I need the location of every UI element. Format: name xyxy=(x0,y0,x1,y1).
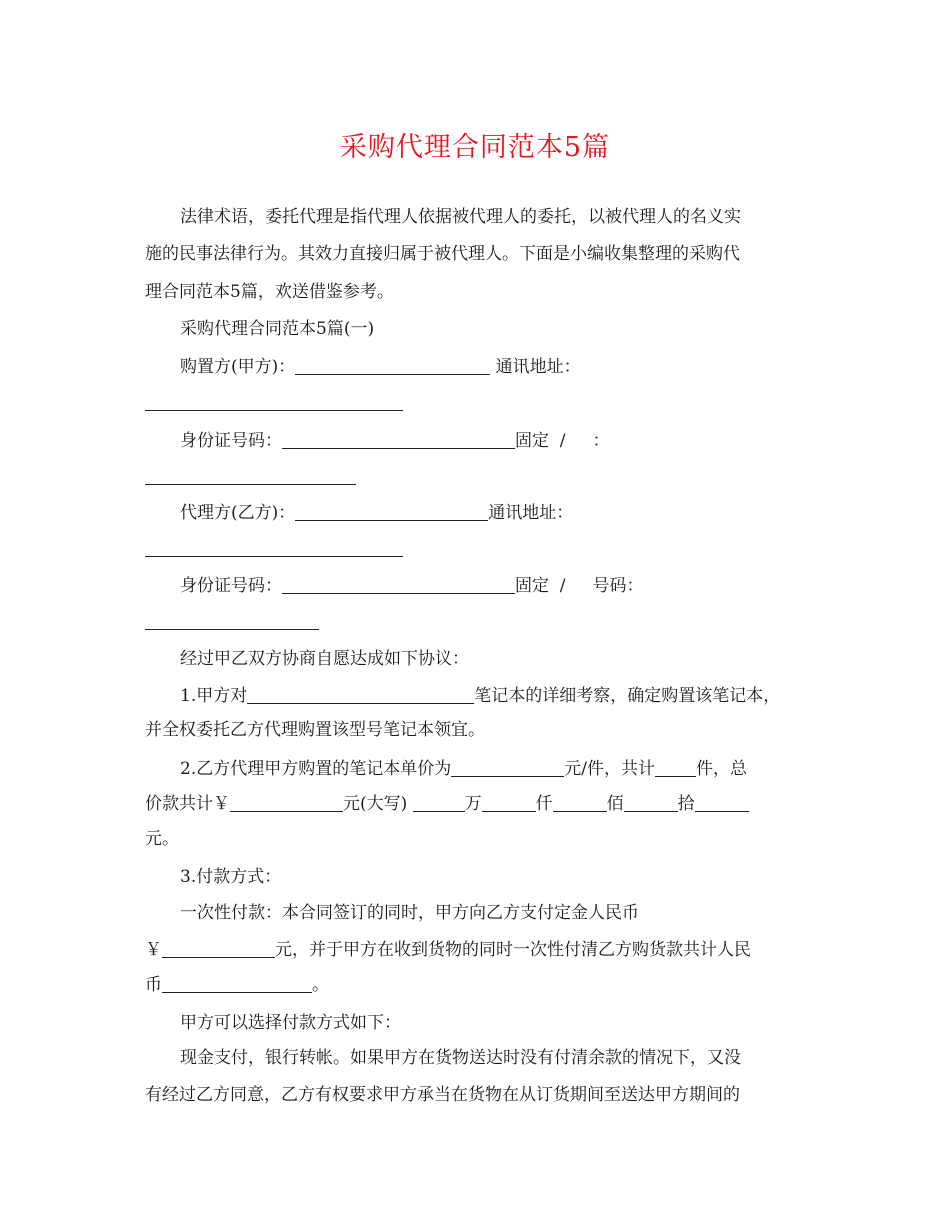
clause-3-text-e: 。 xyxy=(312,975,329,995)
clause-3-text-b: ￥ xyxy=(145,940,162,960)
payment-methods-heading: 甲方可以选择付款方式如下： xyxy=(180,1013,401,1033)
payment-methods-line-1: 现金支付，银行转帐。如果甲方在货物送达时没有付清余款的情况下，又没 xyxy=(180,1048,741,1068)
clause-1-text-a: 1.甲方对 xyxy=(180,686,248,706)
clause-2-text-i: 拾 xyxy=(677,794,695,814)
clause-2-text-d: 价款共计￥ xyxy=(145,794,230,814)
clause-2-line-1 xyxy=(180,756,805,782)
clause-2-text-f: 万 xyxy=(464,794,482,814)
wan-blank xyxy=(413,793,465,812)
document-title: 采购代理合同范本5篇 xyxy=(339,132,611,163)
yuan-blank xyxy=(695,793,749,812)
shi-blank xyxy=(624,793,678,812)
agent-address-label: 通讯地址： xyxy=(488,503,574,523)
buyer-address-label: 通讯地址： xyxy=(490,357,581,377)
quantity-blank xyxy=(655,758,696,777)
clause-3-line-2 xyxy=(145,937,805,963)
buyer-phone-blank xyxy=(145,484,356,485)
clause-1-line-2: 并全权委托乙方代理购置该型号笔记本领宜。 xyxy=(145,720,485,740)
clause-3-text-d: 币 xyxy=(145,975,162,995)
clause-2-text-b: 元/件，共计 xyxy=(564,759,655,779)
buyer-id-label: 身份证号码： xyxy=(180,431,282,451)
agent-id-blank xyxy=(282,575,515,594)
buyer-name-blank xyxy=(295,356,490,375)
agent-address-blank xyxy=(145,556,403,557)
clause-3-line-1: 一次性付款：本合同签订的同时，甲方向乙方支付定金人民币 xyxy=(180,903,639,923)
clause-3-line-3 xyxy=(145,972,805,998)
intro-line-3: 理合同范本5篇，欢送借鉴参考。 xyxy=(145,282,394,302)
buyer-line xyxy=(180,354,805,380)
clause-1-line-1 xyxy=(180,683,805,709)
agent-name-blank xyxy=(295,502,488,521)
clause-2-text-e: 元(大写) xyxy=(343,794,413,814)
clause-1-text-b: 笔记本的详细考察，确定购置该笔记本， xyxy=(474,686,781,706)
clause-2-line-3: 元。 xyxy=(145,829,179,849)
agent-id-line xyxy=(180,573,805,599)
clause-2-text-a: 2.乙方代理甲方购置的笔记本单价为 xyxy=(180,759,452,779)
agent-phone-blank xyxy=(145,629,319,630)
agent-phone-label: 固定 / 号码： xyxy=(515,576,644,596)
agent-id-label: 身份证号码： xyxy=(180,576,282,596)
agent-line xyxy=(180,500,805,526)
total-price-blank xyxy=(230,793,343,812)
buyer-label: 购置方(甲方)： xyxy=(180,357,296,377)
agent-label: 代理方(乙方)： xyxy=(180,503,296,523)
clause-3-heading: 3.付款方式： xyxy=(180,867,282,887)
buyer-address-blank xyxy=(145,410,403,411)
clause-2-text-h: 佰 xyxy=(606,794,624,814)
intro-line-2: 施的民事法律行为。其效力直接归属于被代理人。下面是小编收集整理的采购代 xyxy=(145,244,740,264)
payment-methods-line-2: 有经过乙方同意，乙方有权要求甲方承当在货物在从订货期间至送达甲方期间的 xyxy=(145,1085,740,1105)
clause-2-line-2 xyxy=(145,791,805,817)
clause-2-text-c: 件，总 xyxy=(695,759,747,779)
section-heading: 采购代理合同范本5篇(一) xyxy=(180,319,375,339)
clause-3-text-c: 元，并于甲方在收到货物的同时一次性付清乙方购货款共计人民 xyxy=(275,940,751,960)
deposit-blank xyxy=(162,939,275,958)
buyer-id-line xyxy=(180,428,805,454)
bai-blank xyxy=(553,793,607,812)
buyer-phone-label: 固定 / ： xyxy=(515,431,610,451)
qian-blank xyxy=(482,793,536,812)
buyer-id-blank xyxy=(282,430,515,449)
clause-1-blank xyxy=(247,685,474,704)
unit-price-blank xyxy=(451,758,564,777)
total-payment-blank xyxy=(162,974,312,993)
agreement-intro: 经过甲乙双方协商自愿达成如下协议： xyxy=(180,649,469,669)
clause-2-text-g: 仟 xyxy=(535,794,553,814)
intro-line-1: 法律术语，委托代理是指代理人依据被代理人的委托，以被代理人的名义实 xyxy=(180,207,741,227)
